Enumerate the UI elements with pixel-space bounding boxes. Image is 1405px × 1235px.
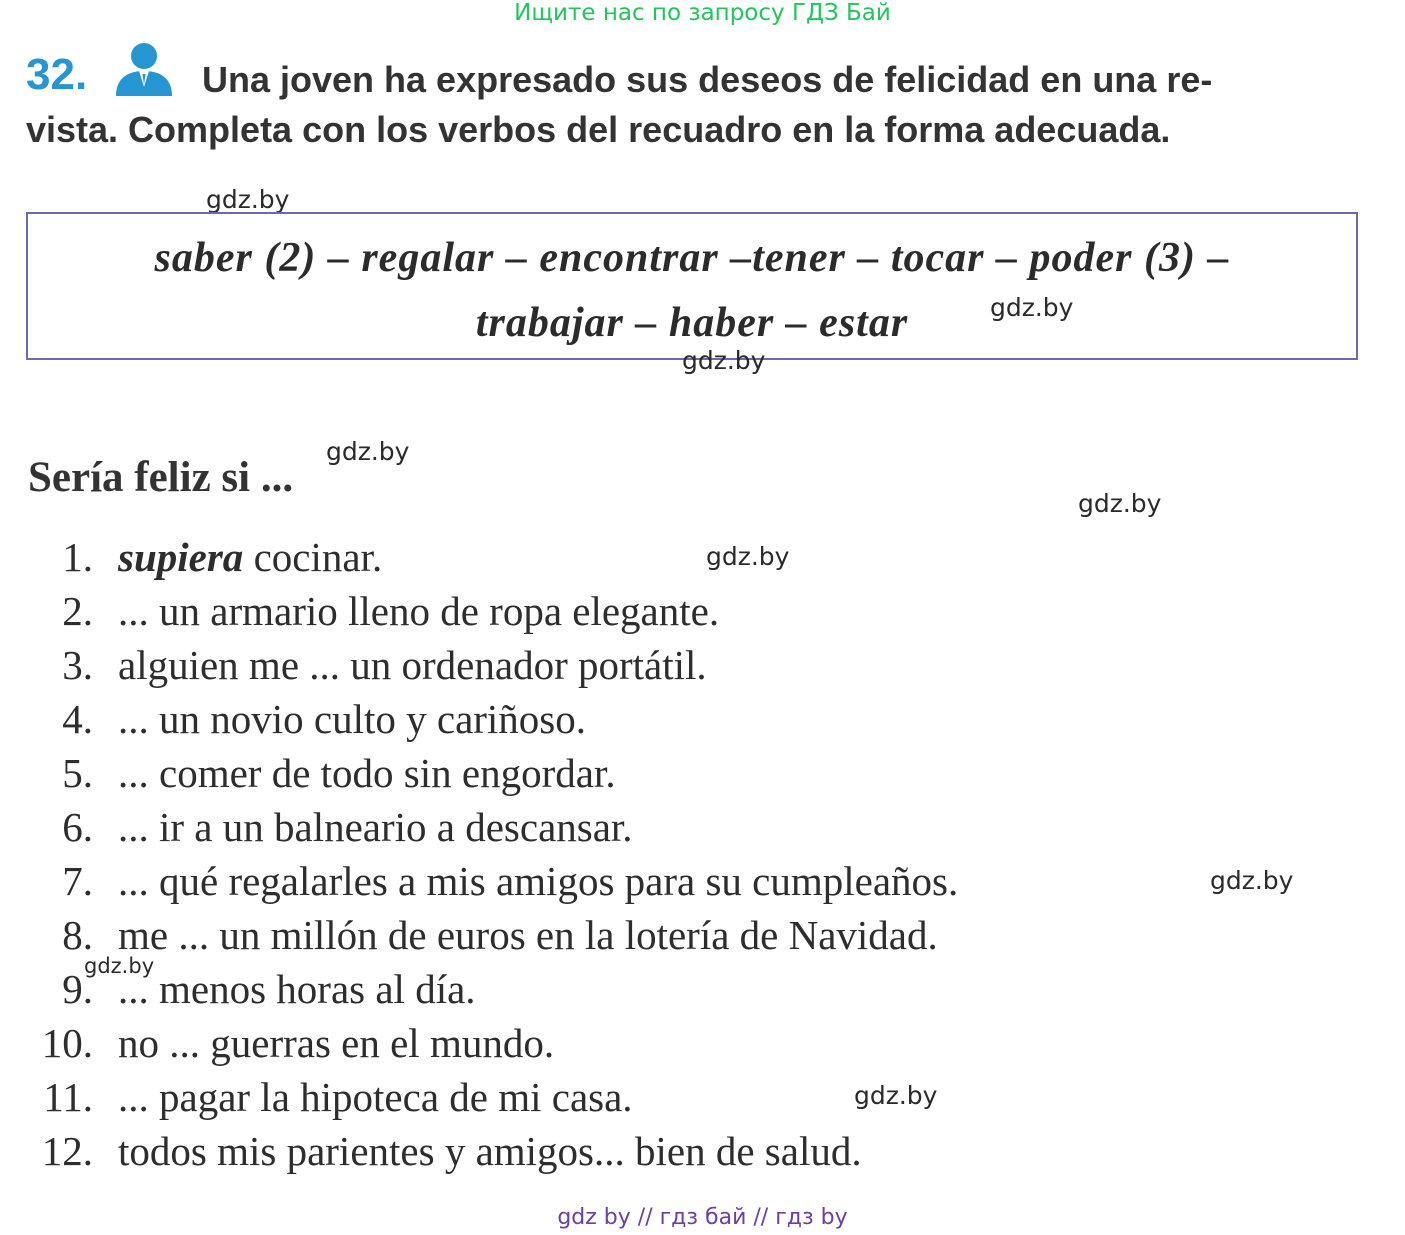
list-item <box>0 908 1405 962</box>
list-item <box>0 692 1405 746</box>
list-item <box>0 1016 1405 1070</box>
item-text: cocinar. <box>243 534 383 580</box>
item-text: ... menos horas al día. <box>118 966 476 1012</box>
list-item <box>0 962 1405 1016</box>
watermark: gdz.by <box>990 293 1074 322</box>
item-number: 7. <box>62 858 93 904</box>
watermark: gdz.by <box>1078 489 1162 518</box>
instruction-line-2: vista. Completa con los verbos del recuadro en la forma adecuada. <box>26 109 1171 150</box>
item-number: 9. <box>62 966 93 1012</box>
list-item <box>0 638 1405 692</box>
list-item <box>0 746 1405 800</box>
person-icon <box>112 40 176 96</box>
watermark: gdz.by <box>206 185 290 214</box>
item-number: 4. <box>62 696 93 742</box>
list-item <box>0 584 1405 638</box>
item-text: ... ir a un balneario a descansar. <box>118 804 633 850</box>
watermark: gdz.by <box>1210 866 1294 895</box>
sentence-header: Sería feliz si ... <box>28 454 294 501</box>
watermark: gdz.by <box>854 1081 938 1110</box>
verb-box-line-2: trabajar – haber – estar <box>475 300 909 346</box>
exercise-number: 32. <box>26 50 88 99</box>
item-text: ... qué regalarles a mis amigos para su cumpleaños. <box>118 858 959 904</box>
top-banner: Ищите нас по запросу ГДЗ Бай <box>514 0 891 26</box>
item-number: 6. <box>62 804 93 850</box>
item-number: 10. <box>41 1020 93 1066</box>
item-text: ... un novio culto y cariñoso. <box>118 696 587 742</box>
item-text: me ... un millón de euros en la lotería de Navidad. <box>118 912 938 958</box>
item-text: todos mis parientes y amigos... bien de salud. <box>118 1128 862 1174</box>
item-text: ... un armario lleno de ropa elegante. <box>118 588 720 634</box>
item-text: alguien me ... un ordenador portátil. <box>118 642 707 688</box>
watermark: gdz.by <box>706 542 790 571</box>
instruction-line-1: Una joven ha expresado sus deseos de felicidad en una re- <box>202 59 1213 100</box>
item-number: 5. <box>62 750 93 796</box>
item-number: 1. <box>62 534 93 580</box>
watermark: gdz.by <box>326 437 410 466</box>
item-text: no ... guerras en el mundo. <box>118 1020 555 1066</box>
list-item <box>0 1070 1405 1124</box>
watermark: gdz.by <box>682 346 766 375</box>
watermark: gdz.by <box>84 954 155 978</box>
verb-box <box>26 212 1358 360</box>
footer-links: gdz by // гдз бай // гдз by <box>557 1205 848 1230</box>
item-number: 3. <box>62 642 93 688</box>
item-number: 2. <box>62 588 93 634</box>
item-number: 12. <box>41 1128 93 1174</box>
item-number: 8. <box>62 912 93 958</box>
verb-box-line-1: saber (2) – regalar – encontrar –tener – tocar – poder (3) – <box>154 235 1230 281</box>
list-item <box>0 530 1405 584</box>
item-text: ... comer de todo sin engordar. <box>118 750 616 796</box>
list-item <box>0 854 1405 908</box>
list-item <box>0 800 1405 854</box>
item-text: ... pagar la hipoteca de mi casa. <box>118 1074 633 1120</box>
item-number: 11. <box>43 1074 93 1120</box>
list-item <box>0 1124 1405 1178</box>
answer-example: supiera <box>118 534 244 580</box>
